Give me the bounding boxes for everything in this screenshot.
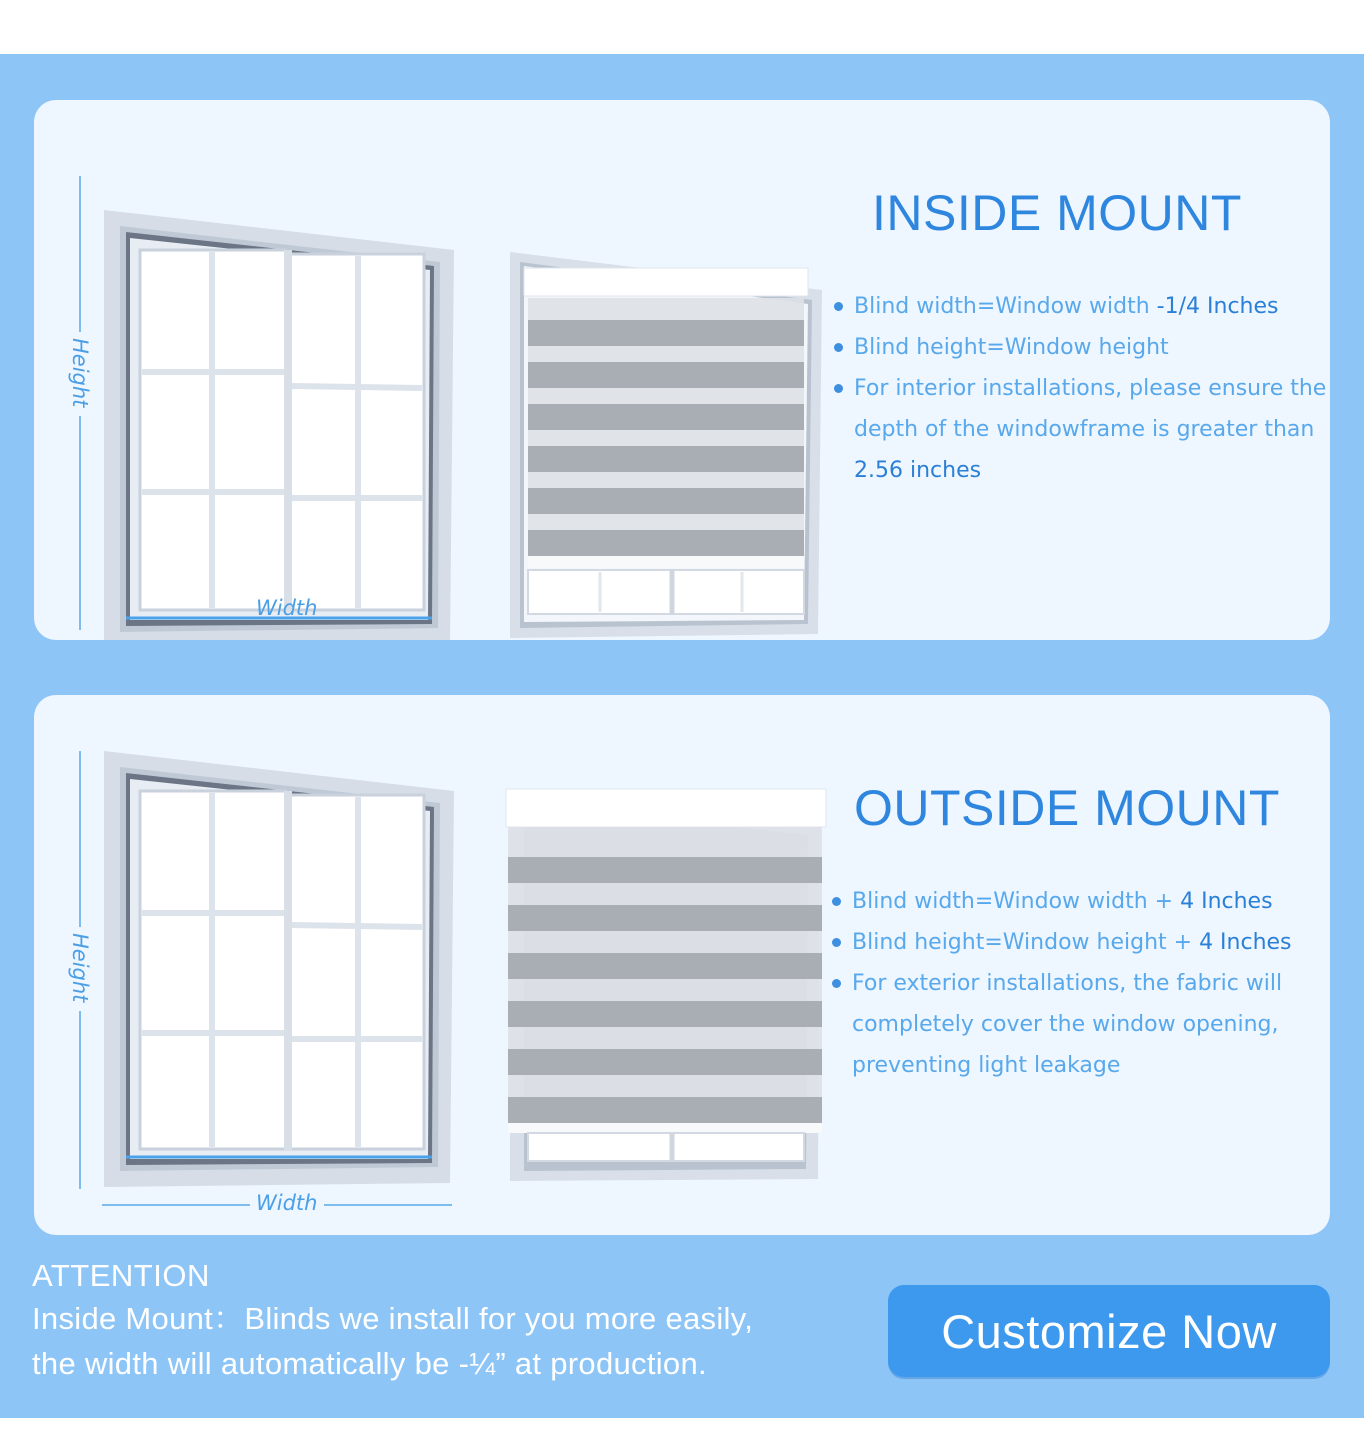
inside-bullet-1: Blind width=Window width -1/4 Inches	[832, 286, 1332, 327]
outside-mount-panel	[34, 695, 1330, 1235]
customize-now-button[interactable]: Customize Now	[888, 1285, 1330, 1377]
inside-mount-svg	[34, 100, 854, 640]
outside-mount-illustration	[34, 695, 854, 1235]
inside-bullet-3: For interior installations, please ensure the depth of the windowframe is greater than 2.56 inches	[832, 368, 1332, 491]
infographic-background	[0, 54, 1364, 1418]
bullet-dot-icon	[832, 897, 841, 906]
width-label: Width	[256, 1191, 318, 1215]
bullet-dot-icon	[834, 384, 843, 393]
outside-bullet-3: For exterior installations, the fabric will completely cover the window opening, preventing light leakage	[830, 963, 1330, 1086]
width-label: Width	[256, 596, 318, 620]
height-label: Height	[68, 338, 92, 408]
inside-mount-panel	[34, 100, 1330, 640]
outside-mount-title: OUTSIDE MOUNT	[854, 780, 1280, 836]
plain-window	[104, 210, 454, 640]
outside-bullet-1: Blind width=Window width + 4 Inches	[830, 881, 1330, 922]
attention-note	[32, 1258, 753, 1386]
attention-line-2: the width will automatically be -¼” at production.	[32, 1346, 707, 1381]
outside-mount-svg	[34, 695, 854, 1235]
outside-mount-bullets	[830, 881, 1330, 1086]
bullet-dot-icon	[834, 302, 843, 311]
plain-window	[104, 751, 454, 1187]
window-with-inside-blind	[510, 252, 822, 638]
inside-mount-title: INSIDE MOUNT	[872, 185, 1242, 241]
window-with-outside-blind	[506, 789, 826, 1181]
inside-bullet-2: Blind height=Window height	[832, 327, 1332, 368]
height-label: Height	[68, 933, 92, 1003]
inside-mount-bullets	[832, 286, 1332, 491]
attention-line-1: Inside Mount：Blinds we install for you more easily,	[32, 1301, 754, 1336]
inside-mount-illustration	[34, 100, 854, 640]
bullet-dot-icon	[832, 979, 841, 988]
attention-title: ATTENTION	[32, 1258, 210, 1293]
outside-bullet-2: Blind height=Window height + 4 Inches	[830, 922, 1330, 963]
bullet-dot-icon	[834, 343, 843, 352]
bullet-dot-icon	[832, 938, 841, 947]
